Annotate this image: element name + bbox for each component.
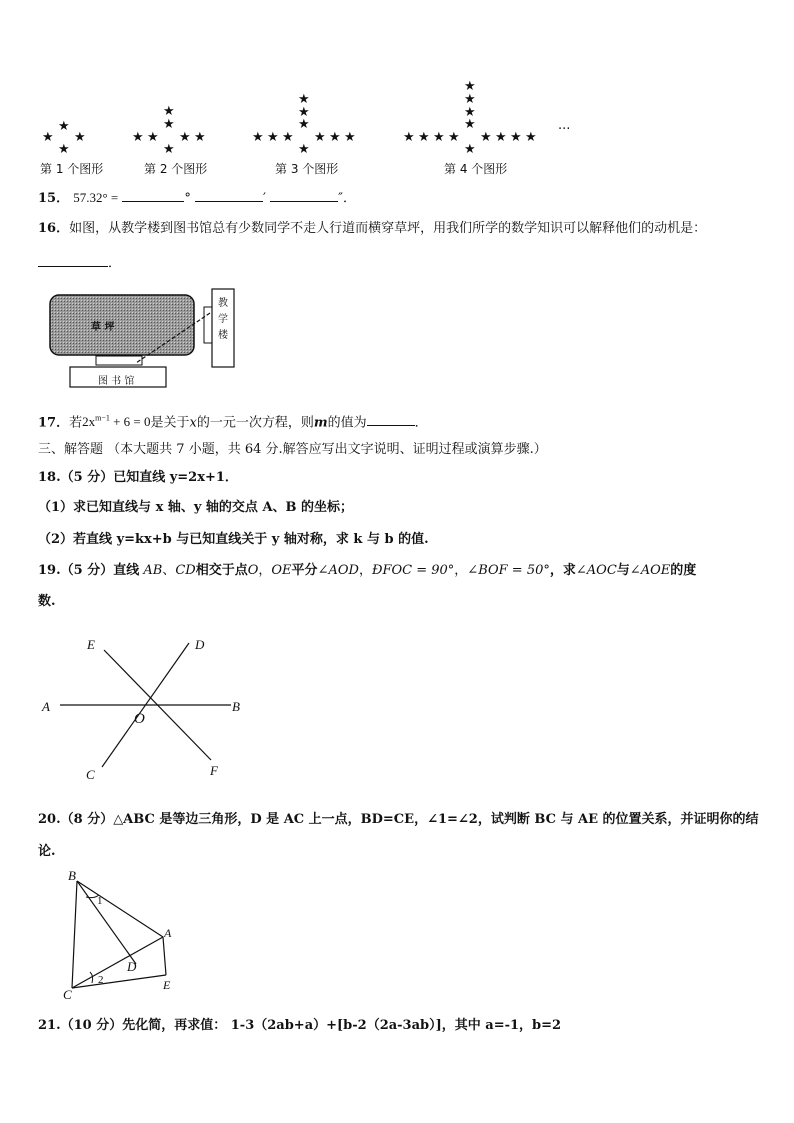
label-a: A xyxy=(42,699,50,714)
figure-caption-2: 第 2 个图形 xyxy=(144,162,208,176)
star-icon: ★ xyxy=(163,117,176,132)
ray-oe: OE xyxy=(271,563,292,578)
star-icon: ★ xyxy=(344,130,357,145)
star-icon: ★ xyxy=(464,105,477,120)
star-icon: ★ xyxy=(464,117,477,132)
text: ， xyxy=(358,563,372,578)
star-icon: ★ xyxy=(510,130,523,145)
question-20-line-1: 20.（8 分）△ABC 是等边三角形，D 是 AC 上一点，BD=CE，∠1=∠2，试判断 BC 与 AE 的位置关系，并证明你的结 xyxy=(38,812,759,827)
teaching-building-label xyxy=(218,296,230,344)
minute-symbol: ′ xyxy=(263,191,266,206)
point-o: O xyxy=(247,563,259,578)
variable-m: m xyxy=(313,415,328,431)
star-icon: ★ xyxy=(418,130,431,145)
section-title: 三、解答题 xyxy=(38,442,104,457)
intersecting-lines-drawing xyxy=(56,640,256,780)
figure-caption-3: 第 3 个图形 xyxy=(275,162,339,176)
star-icon: ★ xyxy=(495,130,508,145)
text: 的一元一次方程，则 xyxy=(196,415,314,431)
text: 、 xyxy=(162,563,176,578)
second-symbol: ″． xyxy=(338,191,356,206)
line-ab: AB xyxy=(143,563,163,578)
star-icon: ★ xyxy=(403,130,416,145)
label-c: C xyxy=(63,987,72,1002)
star-icon: ★ xyxy=(58,119,71,134)
star-icon: ★ xyxy=(298,117,311,132)
label-c: C xyxy=(86,767,95,782)
answer-blank[interactable] xyxy=(270,188,338,202)
question-number: 16． xyxy=(38,221,70,236)
library-label: 图 书 馆 xyxy=(98,376,135,387)
star-icon: ★ xyxy=(179,130,192,145)
figure-caption-1: 第 1 个图形 xyxy=(40,162,104,176)
question-head: 19.（5 分）直线 xyxy=(38,563,140,578)
text: 若 xyxy=(69,415,83,431)
star-icon: ★ xyxy=(464,142,477,157)
equation xyxy=(82,414,150,429)
question-16 xyxy=(38,221,706,237)
question-text: 如图，从教学楼到图书馆总有少数同学不走人行道而横穿草坪，用我们所学的数学知识可以解释他们的动机是： xyxy=(69,221,707,236)
triangle-drawing xyxy=(66,872,176,992)
angle-2-label: 2 xyxy=(98,974,104,986)
line-cd: CD xyxy=(175,563,196,578)
star-icon: ★ xyxy=(147,130,160,145)
label-d: D xyxy=(127,959,137,974)
star-icon: ★ xyxy=(314,130,327,145)
angle-aoc: ∠AOC xyxy=(575,563,617,578)
question-number: 15． xyxy=(38,191,70,206)
variable-x: x xyxy=(189,415,197,431)
answer-blank[interactable] xyxy=(367,412,415,426)
label-e: E xyxy=(163,978,171,992)
text: 相交于点 xyxy=(195,563,248,578)
equation-base: 2x xyxy=(82,414,96,430)
text: ，求 xyxy=(549,563,576,578)
label-f: F xyxy=(210,763,218,778)
star-icon: ★ xyxy=(74,130,87,145)
star-icon: ★ xyxy=(58,142,71,157)
period: ． xyxy=(108,256,122,271)
star-icon: ★ xyxy=(132,130,145,145)
star-icon: ★ xyxy=(267,130,280,145)
text: 与 xyxy=(616,563,630,578)
degree-symbol: ° xyxy=(184,191,191,206)
text: 的度 xyxy=(670,563,697,578)
text: 的值为 xyxy=(327,415,367,431)
label-d: D xyxy=(195,637,205,652)
question-21: 21.（10 分）先化简，再求值： 1-3（2ab+a）+[b-2（2a-3ab）]，其中 a=-1，b=2 xyxy=(38,1018,562,1033)
angle-aod: ∠AOD xyxy=(317,563,359,578)
angle-foc: ÐFOC = 90° xyxy=(371,563,455,578)
angle-bof: ∠BOF = 50° xyxy=(467,563,550,578)
building-char: 教 xyxy=(218,298,228,309)
question-17 xyxy=(38,411,428,431)
section-heading xyxy=(38,442,547,458)
label-o: O xyxy=(134,711,145,727)
question-19-line-2: 数. xyxy=(38,594,56,609)
lawn-label: 草 坪 xyxy=(91,322,115,333)
question-18-part-2: （2）若直线 y=kx+b 与已知直线关于 y 轴对称，求 k 与 b 的值. xyxy=(38,532,429,547)
star-icon: ★ xyxy=(480,130,493,145)
figure-caption-4: 第 4 个图形 xyxy=(444,162,508,176)
answer-blank[interactable] xyxy=(195,188,263,202)
star-icon: ★ xyxy=(464,92,477,107)
question-18-head: 18.（5 分）已知直线 y=2x+1． xyxy=(38,470,238,485)
answer-blank[interactable] xyxy=(122,188,184,202)
star-icon: ★ xyxy=(163,104,176,119)
star-icon: ★ xyxy=(42,130,55,145)
question-15 xyxy=(38,188,356,207)
text: ， xyxy=(454,563,468,578)
star-icon: ★ xyxy=(298,92,311,107)
answer-blank[interactable] xyxy=(38,253,108,267)
star-icon: ★ xyxy=(298,142,311,157)
label-b: B xyxy=(232,699,240,714)
section-note: （本大题共 7 小题，共 64 分.解答应写出文字说明、证明过程或演算步骤.） xyxy=(107,442,547,457)
star-icon: ★ xyxy=(329,130,342,145)
star-icon: ★ xyxy=(252,130,265,145)
star-icon: ★ xyxy=(298,105,311,120)
label-b: B xyxy=(68,868,76,883)
campus-map-drawing xyxy=(40,283,280,393)
star-icon: ★ xyxy=(282,130,295,145)
ellipsis: ··· xyxy=(558,122,571,137)
star-icon: ★ xyxy=(433,130,446,145)
building-char: 学 xyxy=(218,314,228,325)
label-a: A xyxy=(164,926,172,940)
star-icon: ★ xyxy=(525,130,538,145)
period: ． xyxy=(414,415,428,431)
question-number: 17． xyxy=(38,415,70,431)
angle-aoe: ∠AOE xyxy=(629,563,671,578)
question-19 xyxy=(38,563,696,579)
equation-rest: + 6 = 0 xyxy=(109,414,151,430)
text: ， xyxy=(258,563,272,578)
question-18-part-1: （1）求已知直线与 x 轴、y 轴的交点 A、B 的坐标； xyxy=(38,500,354,515)
star-icon: ★ xyxy=(194,130,207,145)
building-char: 楼 xyxy=(218,330,228,341)
expression: 57.32° = xyxy=(73,190,119,205)
star-icon: ★ xyxy=(448,130,461,145)
angle-1-label: 1 xyxy=(97,895,103,907)
text: 平分 xyxy=(291,563,318,578)
equation-exponent: m−1 xyxy=(95,414,110,423)
star-icon: ★ xyxy=(464,79,477,94)
text: 是关于 xyxy=(150,415,190,431)
label-e: E xyxy=(87,637,95,652)
question-20-line-2: 论. xyxy=(38,844,56,859)
star-icon: ★ xyxy=(163,142,176,157)
question-16-answer-line xyxy=(38,253,121,272)
